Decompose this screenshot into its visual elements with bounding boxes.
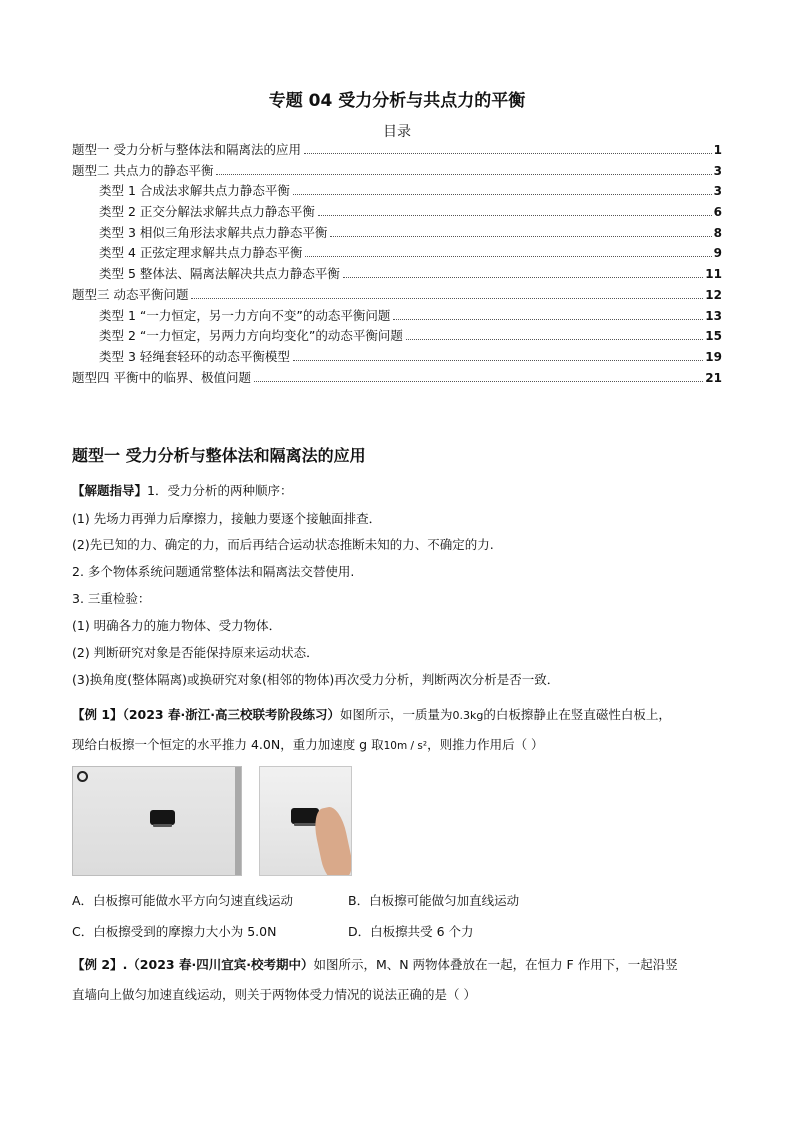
toc-entry[interactable] [72, 223, 722, 244]
whiteboard-photo [72, 766, 242, 876]
toc-leader-dots [305, 256, 711, 257]
toc-leader-dots [191, 298, 703, 299]
whiteboard-frame [235, 767, 241, 876]
option-c: C．白板擦受到的摩擦力大小为 5.0N [72, 924, 277, 939]
toc-entry[interactable] [72, 264, 722, 285]
guide-line: 2. 多个物体系统问题通常整体法和隔离法交替使用. [72, 564, 355, 579]
example1-source: （2023 春·浙江·高三校联考阶段练习） [122, 707, 340, 722]
example1-line2 [72, 735, 544, 753]
option-a: A．白板擦可能做水平方向匀速直线运动 [72, 893, 294, 908]
guide-line: (1) 明确各力的施力物体、受力物体． [72, 618, 282, 633]
eraser-felt [153, 824, 172, 827]
toc-entry[interactable] [72, 140, 722, 161]
toc-entry-page: 3 [713, 184, 722, 199]
toc-entry-page: 15 [705, 329, 722, 344]
example1-text: 如图所示，一质量为 [339, 707, 453, 722]
toc-entry-label: 类型 3 轻绳套轻环的动态平衡模型 [99, 348, 290, 364]
guide-line: (2) 判断研究对象是否能保持原来运动状态． [72, 645, 319, 660]
example2-line1 [72, 955, 678, 973]
toc-entry-label: 类型 2 “一力恒定，另两力方向均变化”的动态平衡问题 [99, 328, 403, 344]
toc-entry-label: 类型 4 正弦定理求解共点力静态平衡 [99, 245, 303, 261]
example1-line1 [72, 705, 671, 723]
eraser-felt [294, 823, 316, 826]
toc-leader-dots [254, 381, 703, 382]
gravity-value: 10m / s² [383, 740, 428, 752]
example2-tag: 【例 2】 [72, 957, 123, 972]
toc-leader-dots [293, 194, 712, 195]
toc-entry-page: 8 [713, 225, 722, 240]
toc-entry-page: 13 [705, 308, 722, 323]
example1-text: ，则推力作用后（ ） [427, 737, 544, 752]
toc-entry-page: 19 [705, 349, 722, 364]
eraser-push-photo [259, 766, 352, 876]
hand [311, 805, 352, 876]
toc-entry-page: 1 [713, 143, 722, 157]
toc-entry-label: 类型 1 “一力恒定，另一力方向不变”的动态平衡问题 [99, 307, 391, 323]
toc-leader-dots [304, 153, 712, 154]
toc-leader-dots [216, 174, 711, 175]
toc-heading: 目录 [383, 124, 411, 140]
example2-text: 如图所示，M、N 两物体叠放在一起，在恒力 F 作用下，一起沿竖 [313, 957, 678, 972]
guide-intro [72, 481, 292, 499]
toc-entry-label: 类型 1 合成法求解共点力静态平衡 [99, 183, 290, 199]
guide-intro-text: 1．受力分析的两种顺序： [147, 483, 293, 498]
toc-entry-page: 12 [705, 287, 722, 302]
example1-text: 的白板擦静止在竖直磁性白板上， [483, 707, 671, 722]
magnet-ring [77, 771, 88, 782]
toc-entry[interactable] [72, 326, 722, 347]
toc-leader-dots [318, 215, 712, 216]
toc-entry-label: 题型四 平衡中的临界、极值问题 [72, 369, 251, 385]
toc-entry[interactable] [72, 202, 722, 223]
toc-entry[interactable] [72, 285, 722, 306]
toc-entry-label: 类型 2 正交分解法求解共点力静态平衡 [99, 204, 315, 220]
toc-entry-page: 11 [705, 267, 722, 282]
mass-value: 0.3kg [452, 709, 484, 722]
toc-leader-dots [406, 339, 703, 340]
guide-line: (3)换角度(整体隔离)或换研究对象(相邻的物体)再次受力分析，判断两次分析是否一致． [72, 672, 560, 687]
toc-entry-page: 9 [713, 246, 722, 261]
toc-leader-dots [393, 319, 703, 320]
toc-entry[interactable] [72, 161, 722, 182]
toc-entry-page: 6 [713, 205, 722, 220]
guide-line: (1) 先场力再弹力后摩擦力，接触力要逐个接触面排查． [72, 511, 382, 526]
toc-entry[interactable] [72, 243, 722, 264]
toc-entry[interactable] [72, 347, 722, 368]
toc-leader-dots [293, 360, 703, 361]
option-d: D．白板擦共受 6 个力 [348, 924, 474, 939]
document-title: 专题 04 受力分析与共点力的平衡 [268, 91, 526, 111]
toc-entry-page: 21 [705, 370, 722, 385]
toc-entry-label: 题型一 受力分析与整体法和隔离法的应用 [72, 142, 301, 157]
eraser [150, 810, 175, 825]
toc-entry-label: 题型二 共点力的静态平衡 [72, 162, 214, 178]
example2-line2: 直墙向上做匀加速直线运动，则关于两物体受力情况的说法正确的是（ ） [72, 987, 476, 1002]
guide-tag: 【解题指导】 [72, 483, 148, 498]
toc-entry[interactable] [72, 181, 722, 202]
toc-entry-label: 题型三 动态平衡问题 [72, 286, 189, 302]
toc-leader-dots [330, 236, 711, 237]
table-of-contents [72, 140, 722, 388]
guide-line: (2)先已知的力、确定的力，而后再结合运动状态推断未知的力、不确定的力. [72, 537, 494, 552]
toc-entry[interactable] [72, 368, 722, 389]
toc-entry[interactable] [72, 306, 722, 327]
example2-source: .（2023 春·四川宜宾·校考期中） [122, 957, 314, 972]
section-heading: 题型一 受力分析与整体法和隔离法的应用 [72, 446, 366, 465]
guide-line: 3. 三重检验： [72, 591, 151, 606]
example1-tag: 【例 1】 [72, 707, 123, 722]
toc-entry-label: 类型 3 相似三角形法求解共点力静态平衡 [99, 224, 328, 240]
toc-entry-label: 类型 5 整体法、隔离法解决共点力静态平衡 [99, 266, 340, 282]
toc-entry-page: 3 [713, 163, 722, 178]
option-b: B．白板擦可能做匀加直线运动 [348, 893, 520, 908]
toc-leader-dots [343, 277, 703, 278]
example1-text: 现给白板擦一个恒定的水平推力 4.0N，重力加速度 g 取 [72, 737, 384, 752]
